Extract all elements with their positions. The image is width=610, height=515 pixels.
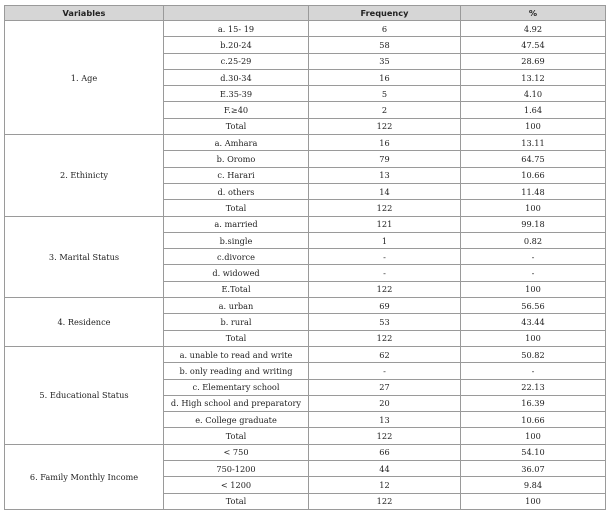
frequency-cell: 6: [309, 21, 461, 37]
percent-cell: 4.92: [461, 21, 606, 37]
frequency-cell: 122: [309, 330, 461, 346]
percent-cell: 11.48: [461, 183, 606, 199]
frequency-cell: 16: [309, 69, 461, 85]
percent-cell: 54.10: [461, 444, 606, 460]
category-cell: a. 15- 19: [164, 21, 309, 37]
category-cell: c.divorce: [164, 249, 309, 265]
category-cell: b. rural: [164, 314, 309, 330]
frequency-cell: -: [309, 265, 461, 281]
frequency-cell: 122: [309, 428, 461, 444]
frequency-cell: 66: [309, 444, 461, 460]
category-cell: Total: [164, 200, 309, 216]
variable-cell: 5. Educational Status: [5, 346, 164, 444]
variable-cell: 6. Family Monthly Income: [5, 444, 164, 509]
frequency-cell: 5: [309, 86, 461, 102]
category-cell: a. married: [164, 216, 309, 232]
percent-cell: 100: [461, 330, 606, 346]
category-cell: d.30-34: [164, 69, 309, 85]
category-cell: b.single: [164, 232, 309, 248]
variable-cell: 4. Residence: [5, 298, 164, 347]
category-cell: Total: [164, 493, 309, 509]
percent-cell: 64.75: [461, 151, 606, 167]
category-cell: b. only reading and writing: [164, 363, 309, 379]
category-cell: d. widowed: [164, 265, 309, 281]
frequency-cell: 122: [309, 200, 461, 216]
percent-cell: -: [461, 363, 606, 379]
percent-cell: 100: [461, 118, 606, 134]
table-row: [5, 298, 606, 314]
header-category: [164, 6, 309, 21]
percent-cell: 50.82: [461, 346, 606, 362]
category-cell: d. High school and preparatory: [164, 395, 309, 411]
category-cell: a. unable to read and write: [164, 346, 309, 362]
category-cell: 750-1200: [164, 461, 309, 477]
percent-cell: -: [461, 265, 606, 281]
category-cell: F.≥40: [164, 102, 309, 118]
frequency-cell: 14: [309, 183, 461, 199]
header-row: [5, 6, 606, 21]
category-cell: c.25-29: [164, 53, 309, 69]
frequency-cell: 20: [309, 395, 461, 411]
frequency-cell: -: [309, 363, 461, 379]
category-cell: b. Oromo: [164, 151, 309, 167]
percent-cell: 47.54: [461, 37, 606, 53]
percent-cell: 100: [461, 428, 606, 444]
frequency-cell: 69: [309, 298, 461, 314]
percent-cell: 43.44: [461, 314, 606, 330]
percent-cell: 13.12: [461, 69, 606, 85]
frequency-cell: 122: [309, 118, 461, 134]
frequency-cell: 53: [309, 314, 461, 330]
category-cell: e. College graduate: [164, 412, 309, 428]
table-row: [5, 21, 606, 37]
category-cell: a. urban: [164, 298, 309, 314]
frequency-cell: 12: [309, 477, 461, 493]
category-cell: E.35-39: [164, 86, 309, 102]
table-row: [5, 216, 606, 232]
variable-cell: 2. Ethinicty: [5, 135, 164, 216]
category-cell: b.20-24: [164, 37, 309, 53]
demographics-table: [4, 5, 606, 510]
percent-cell: 4.10: [461, 86, 606, 102]
table-container: [4, 5, 606, 510]
variable-cell: 3. Marital Status: [5, 216, 164, 297]
table-body: [5, 21, 606, 510]
frequency-cell: 13: [309, 412, 461, 428]
header-percent: %: [461, 6, 606, 21]
table-row: [5, 346, 606, 362]
frequency-cell: 122: [309, 493, 461, 509]
percent-cell: 10.66: [461, 167, 606, 183]
percent-cell: 22.13: [461, 379, 606, 395]
table-row: [5, 135, 606, 151]
frequency-cell: 121: [309, 216, 461, 232]
category-cell: Total: [164, 118, 309, 134]
percent-cell: 16.39: [461, 395, 606, 411]
frequency-cell: 16: [309, 135, 461, 151]
category-cell: c. Elementary school: [164, 379, 309, 395]
frequency-cell: 62: [309, 346, 461, 362]
percent-cell: -: [461, 249, 606, 265]
frequency-cell: 122: [309, 281, 461, 297]
frequency-cell: 58: [309, 37, 461, 53]
table-row: [5, 444, 606, 460]
category-cell: a. Amhara: [164, 135, 309, 151]
category-cell: < 1200: [164, 477, 309, 493]
percent-cell: 28.69: [461, 53, 606, 69]
frequency-cell: 79: [309, 151, 461, 167]
frequency-cell: 2: [309, 102, 461, 118]
percent-cell: 36.07: [461, 461, 606, 477]
frequency-cell: -: [309, 249, 461, 265]
percent-cell: 100: [461, 281, 606, 297]
category-cell: < 750: [164, 444, 309, 460]
variable-cell: 1. Age: [5, 21, 164, 135]
percent-cell: 56.56: [461, 298, 606, 314]
category-cell: E.Total: [164, 281, 309, 297]
frequency-cell: 35: [309, 53, 461, 69]
category-cell: c. Harari: [164, 167, 309, 183]
percent-cell: 1.64: [461, 102, 606, 118]
frequency-cell: 13: [309, 167, 461, 183]
frequency-cell: 44: [309, 461, 461, 477]
percent-cell: 9.84: [461, 477, 606, 493]
category-cell: Total: [164, 330, 309, 346]
percent-cell: 100: [461, 493, 606, 509]
frequency-cell: 27: [309, 379, 461, 395]
category-cell: Total: [164, 428, 309, 444]
percent-cell: 0.82: [461, 232, 606, 248]
header-variables: Variables: [5, 6, 164, 21]
percent-cell: 10.66: [461, 412, 606, 428]
category-cell: d. others: [164, 183, 309, 199]
frequency-cell: 1: [309, 232, 461, 248]
percent-cell: 99.18: [461, 216, 606, 232]
percent-cell: 13.11: [461, 135, 606, 151]
percent-cell: 100: [461, 200, 606, 216]
header-frequency: Frequency: [309, 6, 461, 21]
